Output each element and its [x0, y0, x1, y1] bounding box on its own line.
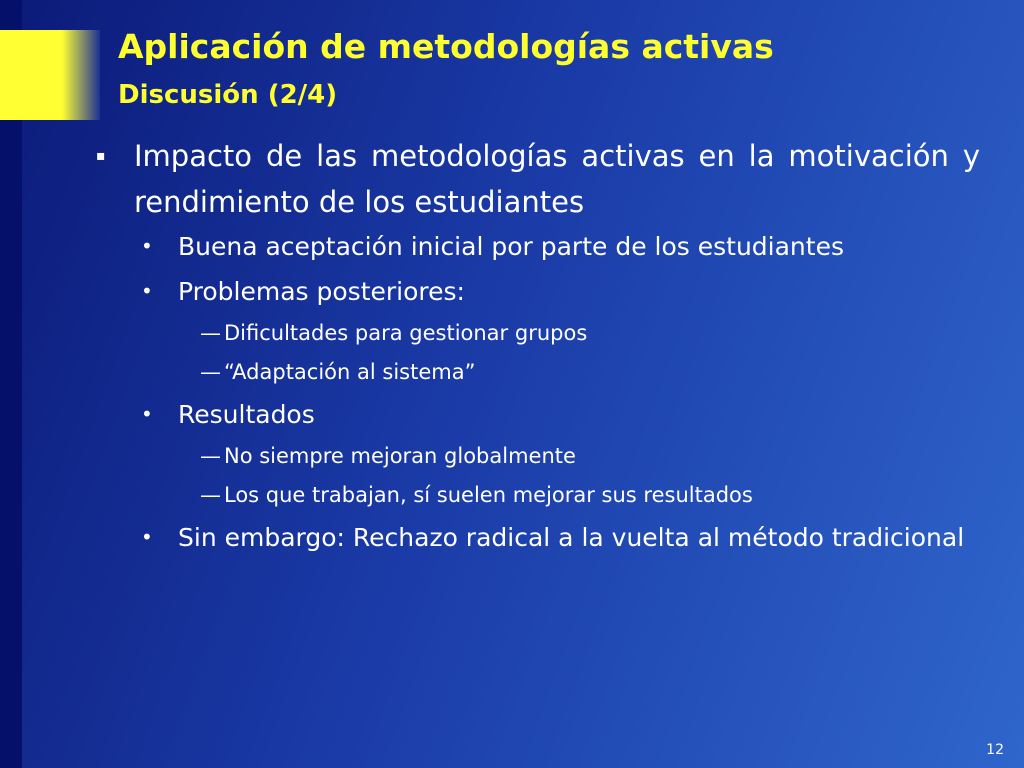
dash-item	[200, 478, 980, 512]
sub-bullet	[141, 227, 980, 266]
dash-item	[200, 439, 980, 473]
slide-body	[96, 133, 980, 557]
dash-item	[200, 316, 980, 350]
dash-bullet-icon: —	[200, 321, 221, 345]
dot-bullet-icon: •	[141, 525, 153, 549]
dash-item-text: Los que trabajan, sí suelen mejorar sus resultados	[224, 483, 753, 507]
yellow-accent-block	[0, 30, 100, 120]
sub-bullet-text: Problemas posteriores:	[178, 277, 465, 306]
slide-subtitle: Discusión (2/4)	[118, 80, 338, 110]
dash-bullet-icon: —	[200, 444, 221, 468]
dot-bullet-icon: •	[141, 234, 153, 258]
page-number: 12	[986, 742, 1004, 758]
main-bullet	[96, 133, 980, 225]
dash-item-text: No siempre mejoran globalmente	[224, 444, 576, 468]
sub-bullet	[141, 272, 980, 311]
square-bullet-icon: ▪	[96, 148, 106, 164]
sub-bullet-text: Resultados	[178, 400, 315, 429]
sub-bullet	[141, 518, 980, 557]
dash-item-text: Dificultades para gestionar grupos	[224, 321, 588, 345]
dash-bullet-icon: —	[200, 483, 221, 507]
dash-item-text: “Adaptación al sistema”	[224, 360, 476, 384]
main-bullet-text: Impacto de las metodologías activas en la motivación y rendimiento de los estudiantes	[134, 139, 980, 219]
dash-bullet-icon: —	[200, 360, 221, 384]
sub-bullet-text: Buena aceptación inicial por parte de los estudiantes	[178, 232, 844, 261]
sub-bullet-text: Sin embargo: Rechazo radical a la vuelta al método tradicional	[178, 523, 965, 552]
dot-bullet-icon: •	[141, 279, 153, 303]
slide-title: Aplicación de metodologías activas	[118, 27, 774, 66]
dash-item	[200, 355, 980, 389]
dot-bullet-icon: •	[141, 402, 153, 426]
sub-bullet	[141, 395, 980, 434]
